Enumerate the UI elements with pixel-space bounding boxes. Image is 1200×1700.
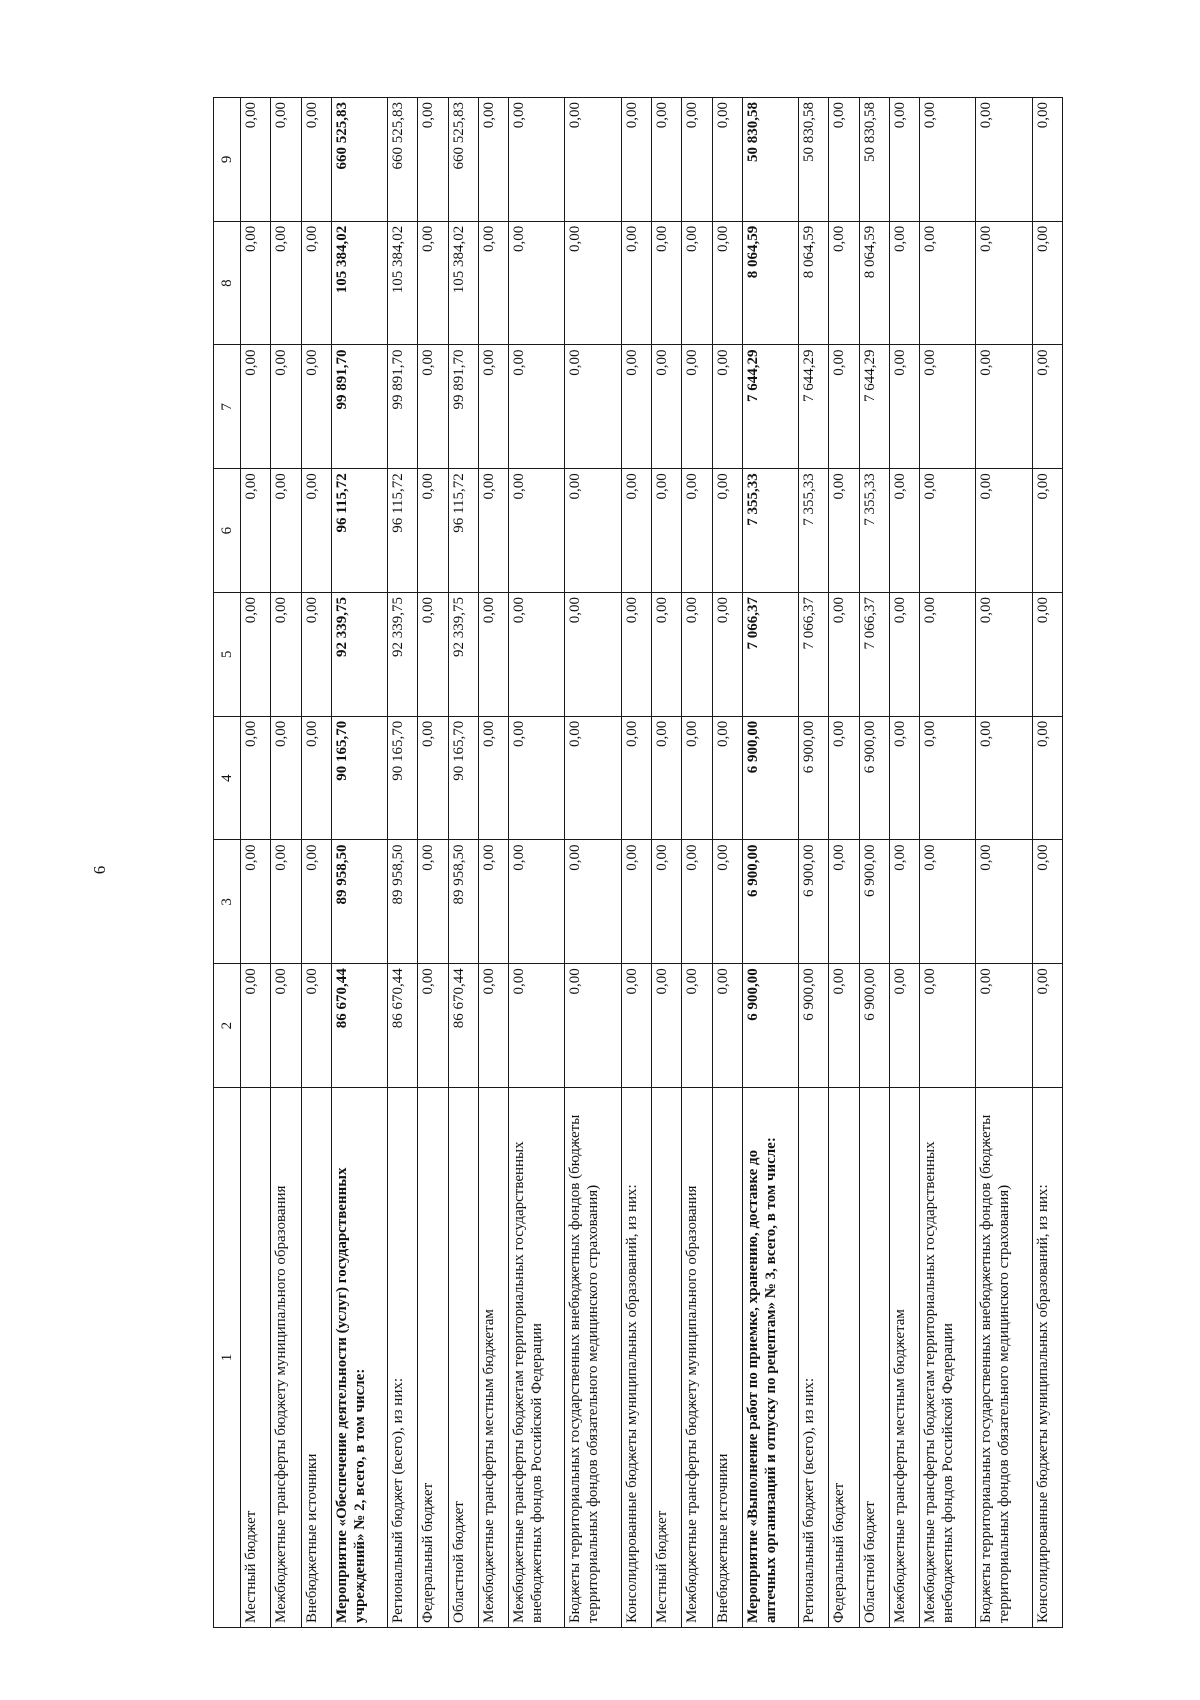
- value-cell: 0,00: [829, 469, 859, 593]
- column-header: 7: [214, 345, 241, 469]
- value-cell: 0,00: [889, 469, 919, 593]
- value-cell: 105 384,02: [331, 221, 387, 345]
- value-cell: 0,00: [682, 469, 712, 593]
- table-row: [478, 98, 508, 1628]
- value-cell: 92 339,75: [331, 593, 387, 717]
- row-label: Консолидированные бюджеты муниципальных образований, из них:: [621, 1088, 651, 1628]
- value-cell: 0,00: [478, 593, 508, 717]
- value-cell: 0,00: [418, 221, 448, 345]
- table-body: [241, 98, 1063, 1628]
- value-cell: 90 165,70: [448, 716, 478, 840]
- value-cell: 0,00: [712, 840, 742, 964]
- table-header-row: [214, 98, 241, 1628]
- value-cell: 0,00: [241, 469, 271, 593]
- value-cell: 0,00: [509, 593, 565, 717]
- value-cell: 96 115,72: [388, 469, 418, 593]
- value-cell: 0,00: [418, 716, 448, 840]
- value-cell: 0,00: [682, 98, 712, 222]
- table-row: [388, 98, 418, 1628]
- value-cell: 8 064,59: [799, 221, 829, 345]
- value-cell: 6 900,00: [859, 840, 889, 964]
- value-cell: 0,00: [621, 469, 651, 593]
- value-cell: 0,00: [301, 345, 331, 469]
- value-cell: 0,00: [418, 593, 448, 717]
- value-cell: 0,00: [509, 345, 565, 469]
- value-cell: 0,00: [301, 840, 331, 964]
- table-row: [418, 98, 448, 1628]
- table-row: [976, 98, 1032, 1628]
- value-cell: 0,00: [509, 469, 565, 593]
- value-cell: 105 384,02: [448, 221, 478, 345]
- value-cell: 0,00: [241, 716, 271, 840]
- value-cell: 0,00: [1032, 593, 1062, 717]
- value-cell: 86 670,44: [448, 964, 478, 1088]
- value-cell: 0,00: [920, 469, 976, 593]
- value-cell: 0,00: [478, 469, 508, 593]
- value-cell: 0,00: [478, 221, 508, 345]
- value-cell: 0,00: [829, 716, 859, 840]
- value-cell: 0,00: [509, 840, 565, 964]
- value-cell: 7 066,37: [742, 593, 798, 717]
- row-label: Федеральный бюджет: [829, 1088, 859, 1628]
- value-cell: 0,00: [1032, 840, 1062, 964]
- value-cell: 8 064,59: [742, 221, 798, 345]
- value-cell: 0,00: [920, 593, 976, 717]
- value-cell: 0,00: [621, 593, 651, 717]
- value-cell: 7 644,29: [799, 345, 829, 469]
- value-cell: 0,00: [301, 221, 331, 345]
- table-row: [682, 98, 712, 1628]
- row-label: Областной бюджет: [448, 1088, 478, 1628]
- value-cell: 0,00: [418, 98, 448, 222]
- value-cell: 0,00: [565, 221, 621, 345]
- value-cell: 0,00: [241, 345, 271, 469]
- value-cell: 660 525,83: [388, 98, 418, 222]
- column-header: 9: [214, 98, 241, 222]
- value-cell: 0,00: [889, 345, 919, 469]
- value-cell: 0,00: [478, 98, 508, 222]
- table-row: [829, 98, 859, 1628]
- value-cell: 0,00: [712, 469, 742, 593]
- value-cell: 0,00: [621, 98, 651, 222]
- value-cell: 50 830,58: [799, 98, 829, 222]
- value-cell: 7 644,29: [742, 345, 798, 469]
- value-cell: 0,00: [712, 964, 742, 1088]
- value-cell: 90 165,70: [331, 716, 387, 840]
- column-header: 8: [214, 221, 241, 345]
- row-label: Региональный бюджет (всего), из них:: [799, 1088, 829, 1628]
- value-cell: 0,00: [889, 221, 919, 345]
- row-label: Межбюджетные трансферты бюджетам территориальных государственных внебюджетных фондов Российской Федерации: [920, 1088, 976, 1628]
- table-row: [651, 98, 681, 1628]
- value-cell: 0,00: [418, 345, 448, 469]
- value-cell: 96 115,72: [331, 469, 387, 593]
- column-header: 1: [214, 1088, 241, 1628]
- value-cell: 0,00: [712, 98, 742, 222]
- value-cell: 0,00: [651, 98, 681, 222]
- value-cell: 86 670,44: [388, 964, 418, 1088]
- value-cell: 6 900,00: [859, 716, 889, 840]
- value-cell: 7 355,33: [859, 469, 889, 593]
- row-label: Местный бюджет: [241, 1088, 271, 1628]
- value-cell: 0,00: [478, 345, 508, 469]
- value-cell: 0,00: [565, 593, 621, 717]
- table-row: [621, 98, 651, 1628]
- value-cell: 0,00: [651, 964, 681, 1088]
- row-label: Внебюджетные источники: [712, 1088, 742, 1628]
- value-cell: 0,00: [565, 840, 621, 964]
- value-cell: 0,00: [682, 716, 712, 840]
- value-cell: 90 165,70: [388, 716, 418, 840]
- row-label: Межбюджетные трансферты бюджету муниципального образования: [682, 1088, 712, 1628]
- value-cell: 0,00: [889, 840, 919, 964]
- table-row: [301, 98, 331, 1628]
- row-label: Областной бюджет: [859, 1088, 889, 1628]
- value-cell: 6 900,00: [742, 964, 798, 1088]
- value-cell: 0,00: [682, 964, 712, 1088]
- value-cell: 0,00: [829, 964, 859, 1088]
- value-cell: 0,00: [920, 345, 976, 469]
- value-cell: 0,00: [621, 345, 651, 469]
- value-cell: 0,00: [976, 964, 1032, 1088]
- value-cell: 0,00: [271, 840, 301, 964]
- row-label: Межбюджетные трансферты бюджетам территориальных государственных внебюджетных фондов Российской Федерации: [509, 1088, 565, 1628]
- table-row: [241, 98, 271, 1628]
- value-cell: 0,00: [271, 469, 301, 593]
- row-label: Федеральный бюджет: [418, 1088, 448, 1628]
- value-cell: 99 891,70: [448, 345, 478, 469]
- value-cell: 0,00: [976, 469, 1032, 593]
- value-cell: 0,00: [1032, 345, 1062, 469]
- value-cell: 92 339,75: [448, 593, 478, 717]
- value-cell: 0,00: [271, 221, 301, 345]
- row-label: Внебюджетные источники: [301, 1088, 331, 1628]
- value-cell: 7 644,29: [859, 345, 889, 469]
- value-cell: 0,00: [889, 593, 919, 717]
- value-cell: 6 900,00: [799, 716, 829, 840]
- value-cell: 0,00: [1032, 221, 1062, 345]
- value-cell: 86 670,44: [331, 964, 387, 1088]
- value-cell: 0,00: [976, 840, 1032, 964]
- value-cell: 0,00: [829, 840, 859, 964]
- column-header: 3: [214, 840, 241, 964]
- table-row: [712, 98, 742, 1628]
- value-cell: 99 891,70: [388, 345, 418, 469]
- row-label: Мероприятие «Выполнение работ по приемке, хранению, доставке до аптечных организаций и отпуску по рецептам» № 3, всего, в том числе:: [742, 1088, 798, 1628]
- value-cell: 50 830,58: [859, 98, 889, 222]
- value-cell: 0,00: [271, 593, 301, 717]
- value-cell: 0,00: [976, 716, 1032, 840]
- value-cell: 0,00: [976, 345, 1032, 469]
- value-cell: 0,00: [682, 593, 712, 717]
- value-cell: 89 958,50: [388, 840, 418, 964]
- value-cell: 0,00: [301, 98, 331, 222]
- value-cell: 0,00: [651, 593, 681, 717]
- value-cell: 50 830,58: [742, 98, 798, 222]
- column-header: 4: [214, 716, 241, 840]
- value-cell: 0,00: [565, 98, 621, 222]
- row-label: Мероприятие «Обеспечение деятельности (услуг) государственных учреждений» № 2, всего, в том числе:: [331, 1088, 387, 1628]
- value-cell: 0,00: [712, 593, 742, 717]
- value-cell: 0,00: [271, 964, 301, 1088]
- row-label: Межбюджетные трансферты местным бюджетам: [889, 1088, 919, 1628]
- value-cell: 0,00: [301, 469, 331, 593]
- budget-table: [213, 97, 1063, 1628]
- value-cell: 7 355,33: [742, 469, 798, 593]
- value-cell: 0,00: [651, 345, 681, 469]
- value-cell: 0,00: [509, 964, 565, 1088]
- value-cell: 0,00: [418, 840, 448, 964]
- value-cell: 0,00: [621, 221, 651, 345]
- value-cell: 0,00: [976, 221, 1032, 345]
- value-cell: 6 900,00: [742, 716, 798, 840]
- value-cell: 0,00: [621, 964, 651, 1088]
- value-cell: 6 900,00: [742, 840, 798, 964]
- value-cell: 0,00: [565, 964, 621, 1088]
- value-cell: 0,00: [621, 840, 651, 964]
- value-cell: 0,00: [1032, 964, 1062, 1088]
- value-cell: 6 900,00: [799, 964, 829, 1088]
- value-cell: 0,00: [682, 221, 712, 345]
- value-cell: 0,00: [478, 716, 508, 840]
- table-row: [920, 98, 976, 1628]
- value-cell: 0,00: [651, 716, 681, 840]
- value-cell: 7 066,37: [799, 593, 829, 717]
- value-cell: 0,00: [478, 840, 508, 964]
- page-number: 6: [90, 865, 109, 875]
- table-row: [742, 98, 798, 1628]
- value-cell: 89 958,50: [448, 840, 478, 964]
- value-cell: 0,00: [241, 98, 271, 222]
- value-cell: 6 900,00: [799, 840, 829, 964]
- table-row: [271, 98, 301, 1628]
- value-cell: 0,00: [651, 221, 681, 345]
- value-cell: 660 525,83: [331, 98, 387, 222]
- value-cell: 0,00: [271, 345, 301, 469]
- table-row: [1032, 98, 1062, 1628]
- value-cell: 96 115,72: [448, 469, 478, 593]
- value-cell: 0,00: [621, 716, 651, 840]
- value-cell: 8 064,59: [859, 221, 889, 345]
- table-row: [859, 98, 889, 1628]
- value-cell: 0,00: [301, 716, 331, 840]
- value-cell: 0,00: [271, 716, 301, 840]
- value-cell: 0,00: [920, 98, 976, 222]
- value-cell: 0,00: [829, 98, 859, 222]
- value-cell: 0,00: [712, 221, 742, 345]
- value-cell: 0,00: [829, 345, 859, 469]
- value-cell: 660 525,83: [448, 98, 478, 222]
- value-cell: 0,00: [565, 469, 621, 593]
- value-cell: 0,00: [509, 716, 565, 840]
- row-label: Местный бюджет: [651, 1088, 681, 1628]
- value-cell: 0,00: [509, 98, 565, 222]
- value-cell: 7 355,33: [799, 469, 829, 593]
- value-cell: 0,00: [682, 840, 712, 964]
- row-label: Консолидированные бюджеты муниципальных образований, из них:: [1032, 1088, 1062, 1628]
- value-cell: 0,00: [418, 469, 448, 593]
- row-label: Межбюджетные трансферты местным бюджетам: [478, 1088, 508, 1628]
- value-cell: 0,00: [301, 964, 331, 1088]
- value-cell: 0,00: [418, 964, 448, 1088]
- value-cell: 0,00: [241, 840, 271, 964]
- value-cell: 0,00: [271, 98, 301, 222]
- value-cell: 0,00: [509, 221, 565, 345]
- value-cell: 0,00: [829, 221, 859, 345]
- value-cell: 0,00: [301, 593, 331, 717]
- value-cell: 0,00: [712, 345, 742, 469]
- value-cell: 0,00: [920, 221, 976, 345]
- value-cell: 0,00: [920, 840, 976, 964]
- value-cell: 89 958,50: [331, 840, 387, 964]
- value-cell: 0,00: [682, 345, 712, 469]
- table-row: [448, 98, 478, 1628]
- value-cell: 0,00: [712, 716, 742, 840]
- value-cell: 99 891,70: [331, 345, 387, 469]
- value-cell: 105 384,02: [388, 221, 418, 345]
- value-cell: 0,00: [889, 716, 919, 840]
- rotated-table-container: [213, 98, 1063, 1628]
- value-cell: 0,00: [920, 716, 976, 840]
- value-cell: 0,00: [651, 469, 681, 593]
- value-cell: 0,00: [976, 98, 1032, 222]
- table-row: [799, 98, 829, 1628]
- row-label: Бюджеты территориальных государственных внебюджетных фондов (бюджеты территориальных фондов обязательного медицинского страхования): [565, 1088, 621, 1628]
- column-header: 2: [214, 964, 241, 1088]
- value-cell: 0,00: [1032, 98, 1062, 222]
- value-cell: 0,00: [241, 593, 271, 717]
- table-row: [889, 98, 919, 1628]
- value-cell: 0,00: [920, 964, 976, 1088]
- value-cell: 92 339,75: [388, 593, 418, 717]
- row-label: Межбюджетные трансферты бюджету муниципального образования: [271, 1088, 301, 1628]
- value-cell: 0,00: [1032, 716, 1062, 840]
- value-cell: 0,00: [241, 221, 271, 345]
- value-cell: 0,00: [889, 98, 919, 222]
- value-cell: 7 066,37: [859, 593, 889, 717]
- row-label: Региональный бюджет (всего), из них:: [388, 1088, 418, 1628]
- column-header: 6: [214, 469, 241, 593]
- table-row: [509, 98, 565, 1628]
- value-cell: 0,00: [1032, 469, 1062, 593]
- value-cell: 0,00: [478, 964, 508, 1088]
- value-cell: 0,00: [565, 716, 621, 840]
- value-cell: 0,00: [829, 593, 859, 717]
- table-row: [331, 98, 387, 1628]
- value-cell: 0,00: [241, 964, 271, 1088]
- row-label: Бюджеты территориальных государственных внебюджетных фондов (бюджеты территориальных фондов обязательного медицинского страхования): [976, 1088, 1032, 1628]
- value-cell: 0,00: [565, 345, 621, 469]
- value-cell: 0,00: [651, 840, 681, 964]
- value-cell: 0,00: [976, 593, 1032, 717]
- value-cell: 6 900,00: [859, 964, 889, 1088]
- column-header: 5: [214, 593, 241, 717]
- value-cell: 0,00: [889, 964, 919, 1088]
- table-row: [565, 98, 621, 1628]
